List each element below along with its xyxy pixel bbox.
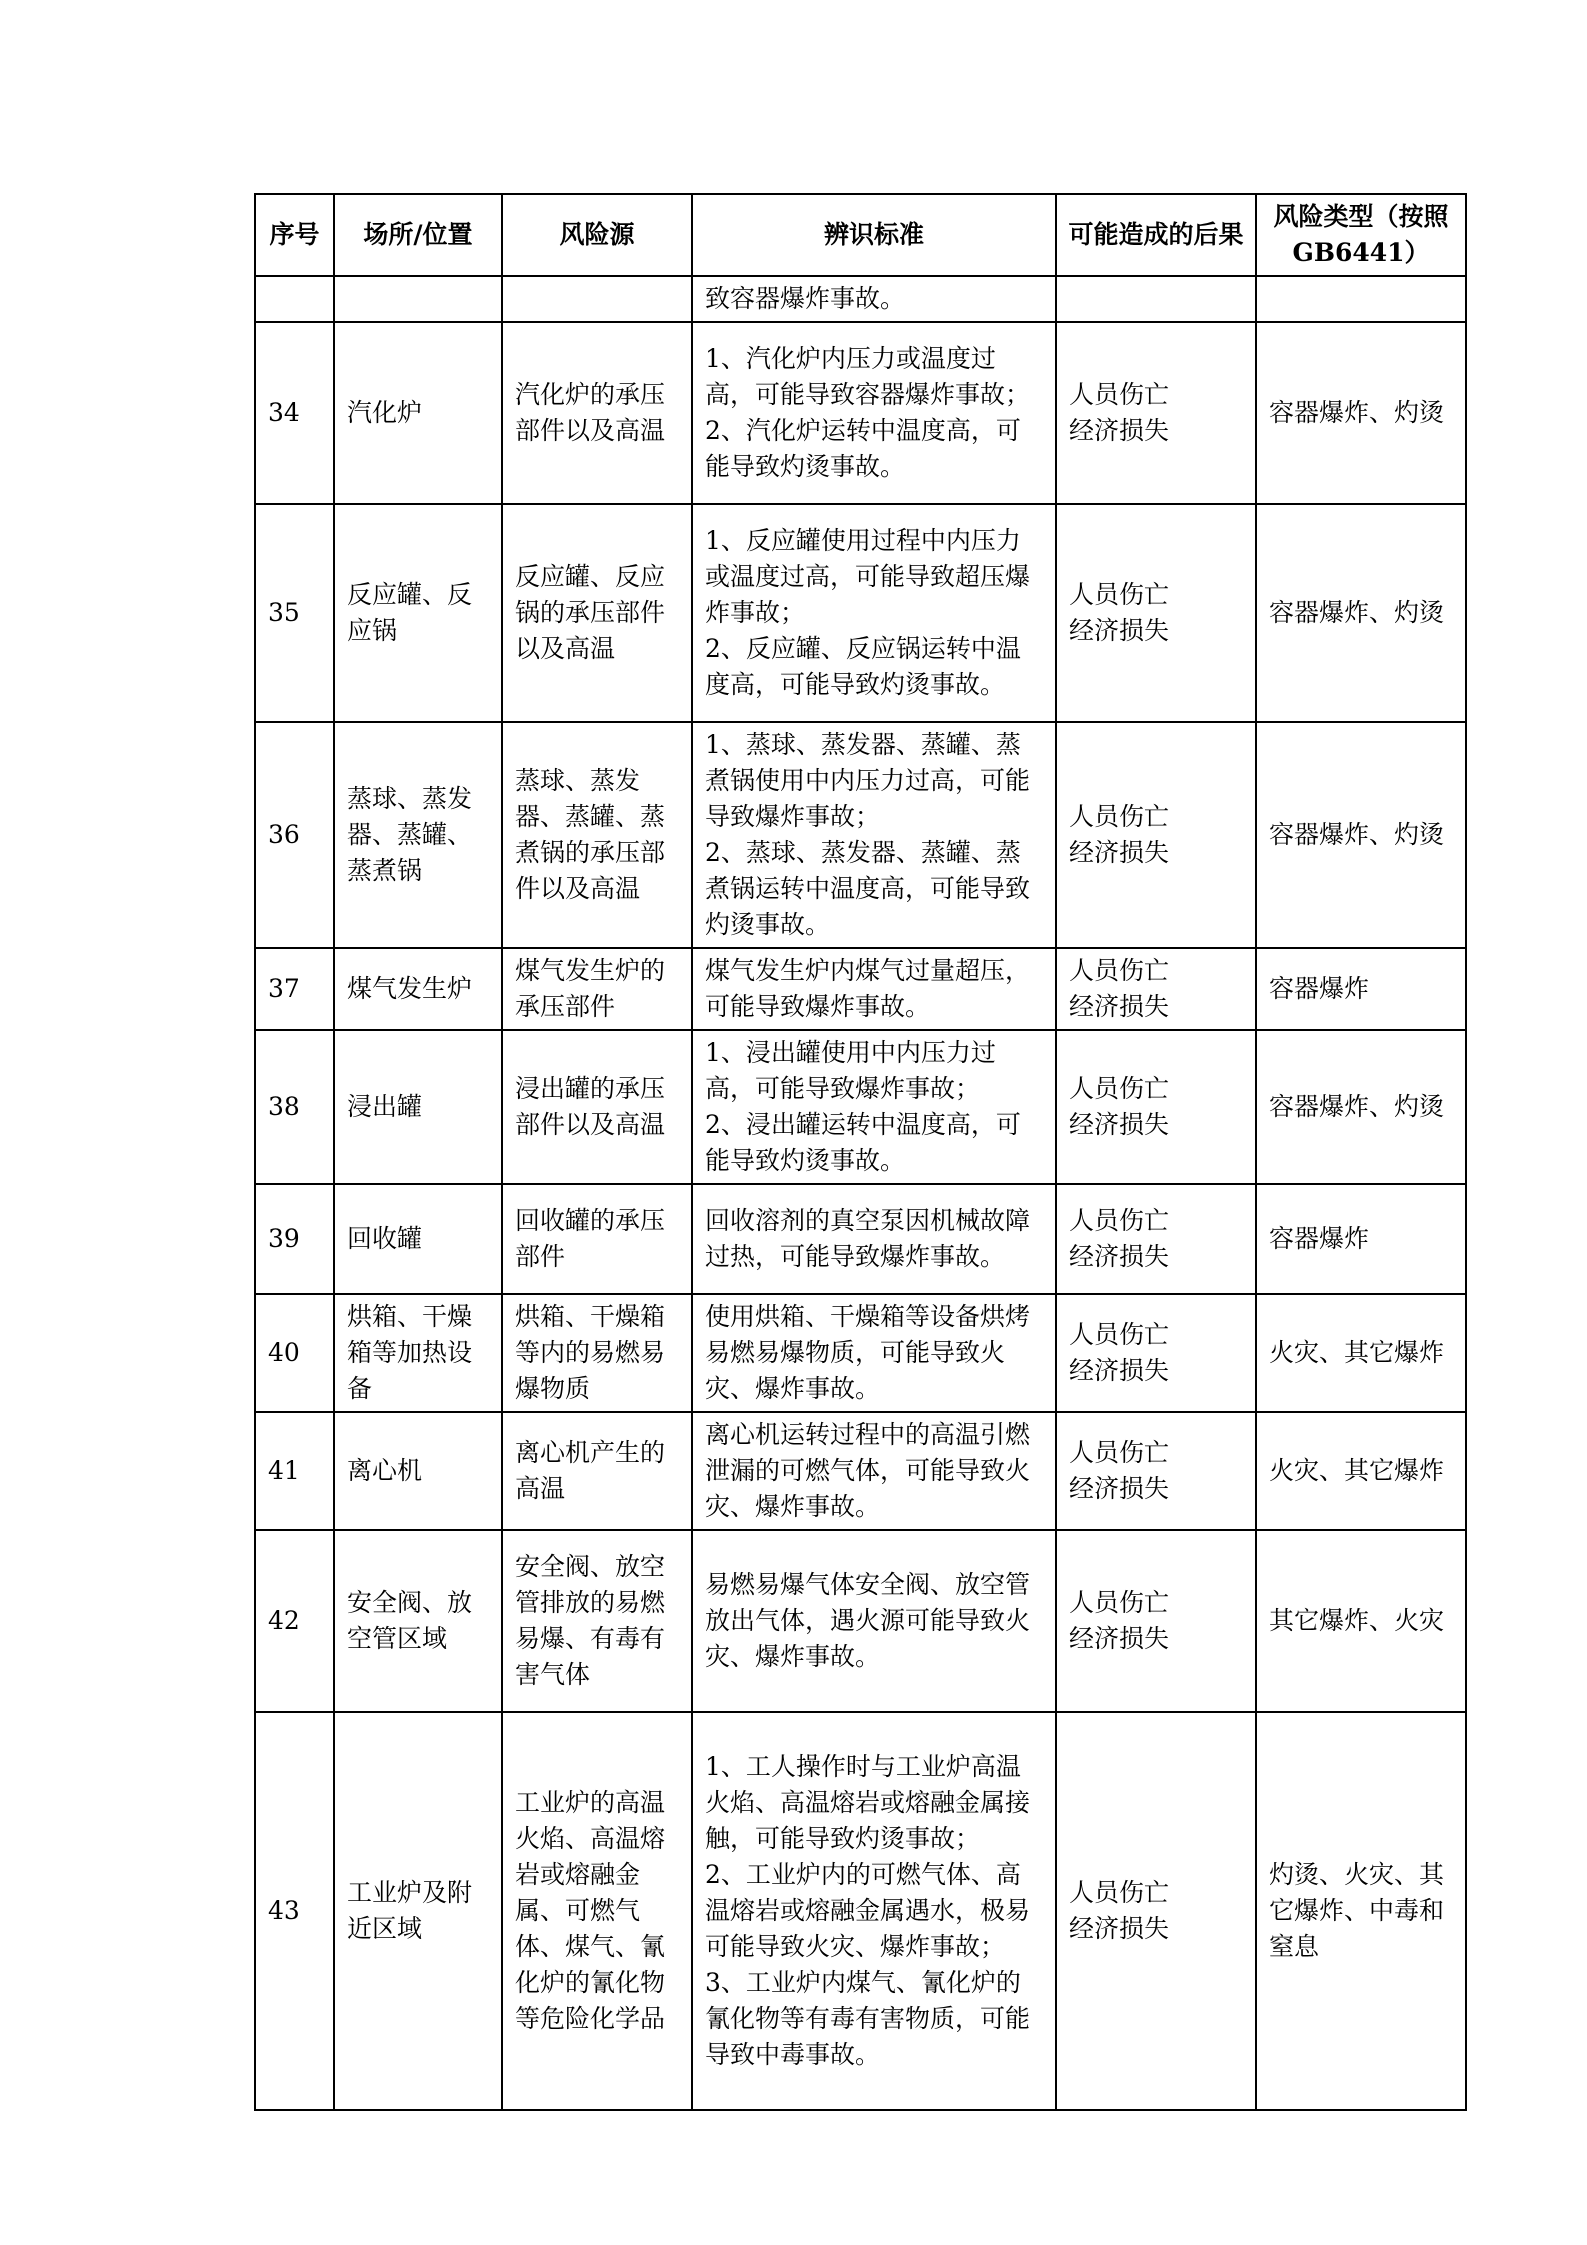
risk-table	[254, 193, 1467, 2111]
result-cell: 人员伤亡 经济损失	[1056, 322, 1256, 504]
standard-cell: 煤气发生炉内煤气过量超压，可能导致爆炸事故。	[692, 948, 1056, 1030]
result-cell: 人员伤亡 经济损失	[1056, 948, 1256, 1030]
risk-type-cell: 灼烫、火灾、其它爆炸、中毒和窒息	[1256, 1712, 1466, 2110]
risk-source-cell: 浸出罐的承压部件以及高温	[502, 1030, 692, 1184]
standard-cell: 1、蒸球、蒸发器、蒸罐、蒸煮锅使用中内压力过高，可能导致爆炸事故； 2、蒸球、蒸发器、蒸罐、蒸煮锅运转中温度高，可能导致灼烫事故。	[692, 722, 1056, 948]
place-cell: 汽化炉	[334, 322, 502, 504]
place-cell: 工业炉及附近区域	[334, 1712, 502, 2110]
standard-cell: 使用烘箱、干燥箱等设备烘烤易燃易爆物质，可能导致火灾、爆炸事故。	[692, 1294, 1056, 1412]
row-number: 39	[255, 1184, 334, 1294]
risk-type-cell: 容器爆炸	[1256, 1184, 1466, 1294]
risk-type-cell: 容器爆炸、灼烫	[1256, 1030, 1466, 1184]
table-row	[255, 1712, 1466, 2110]
result-cell: 人员伤亡 经济损失	[1056, 1712, 1256, 2110]
row-number: 35	[255, 504, 334, 722]
standard-cell: 易燃易爆气体安全阀、放空管放出气体，遇火源可能导致火灾、爆炸事故。	[692, 1530, 1056, 1712]
risk-source-cell: 反应罐、反应锅的承压部件以及高温	[502, 504, 692, 722]
risk-type-cell: 火灾、其它爆炸	[1256, 1412, 1466, 1530]
place-cell: 烘箱、干燥箱等加热设备	[334, 1294, 502, 1412]
risk-type-cell: 容器爆炸、灼烫	[1256, 504, 1466, 722]
place-cell: 煤气发生炉	[334, 948, 502, 1030]
standard-cell: 1、反应罐使用过程中内压力或温度过高，可能导致超压爆炸事故； 2、反应罐、反应锅运转中温度高，可能导致灼烫事故。	[692, 504, 1056, 722]
header-row	[255, 194, 1466, 276]
standard-cell: 1、汽化炉内压力或温度过高，可能导致容器爆炸事故； 2、汽化炉运转中温度高，可能导致灼烫事故。	[692, 322, 1056, 504]
table-row	[255, 504, 1466, 722]
place-cell: 回收罐	[334, 1184, 502, 1294]
header-place: 场所/位置	[334, 194, 502, 276]
result-cell: 人员伤亡 经济损失	[1056, 722, 1256, 948]
row-number: 40	[255, 1294, 334, 1412]
continuation-row	[255, 276, 1466, 322]
row-number: 38	[255, 1030, 334, 1184]
place-cell: 反应罐、反应锅	[334, 504, 502, 722]
row-number: 41	[255, 1412, 334, 1530]
header-type: 风险类型（按照GB6441）	[1256, 194, 1466, 276]
place-cell: 安全阀、放空管区域	[334, 1530, 502, 1712]
table-row	[255, 1530, 1466, 1712]
place-cell: 浸出罐	[334, 1030, 502, 1184]
risk-source-cell: 工业炉的高温火焰、高温熔岩或熔融金属、可燃气体、煤气、氰化炉的氰化物等危险化学品	[502, 1712, 692, 2110]
header-standard: 辨识标准	[692, 194, 1056, 276]
result-cell: 人员伤亡 经济损失	[1056, 504, 1256, 722]
risk-source-cell: 汽化炉的承压部件以及高温	[502, 322, 692, 504]
standard-cell: 1、工人操作时与工业炉高温火焰、高温熔岩或熔融金属接触，可能导致灼烫事故； 2、工业炉内的可燃气体、高温熔岩或熔融金属遇水，极易可能导致火灾、爆炸事故； 3、工业炉内煤气、氰化炉的氰化物等有毒有害物质，可能导致中毒事故。	[692, 1712, 1056, 2110]
risk-source-cell: 回收罐的承压部件	[502, 1184, 692, 1294]
continuation-standard: 致容器爆炸事故。	[692, 276, 1056, 322]
table-row	[255, 1184, 1466, 1294]
place-cell: 离心机	[334, 1412, 502, 1530]
risk-source-cell: 安全阀、放空管排放的易燃易爆、有毒有害气体	[502, 1530, 692, 1712]
row-number: 43	[255, 1712, 334, 2110]
place-cell: 蒸球、蒸发器、蒸罐、蒸煮锅	[334, 722, 502, 948]
row-number: 34	[255, 322, 334, 504]
table-row	[255, 1030, 1466, 1184]
table-row	[255, 322, 1466, 504]
risk-type-cell: 容器爆炸	[1256, 948, 1466, 1030]
table-row	[255, 948, 1466, 1030]
result-cell: 人员伤亡 经济损失	[1056, 1294, 1256, 1412]
result-cell: 人员伤亡 经济损失	[1056, 1530, 1256, 1712]
header-no: 序号	[255, 194, 334, 276]
result-cell: 人员伤亡 经济损失	[1056, 1412, 1256, 1530]
result-cell: 人员伤亡 经济损失	[1056, 1184, 1256, 1294]
table-row	[255, 722, 1466, 948]
header-result: 可能造成的后果	[1056, 194, 1256, 276]
risk-source-cell: 蒸球、蒸发器、蒸罐、蒸煮锅的承压部件以及高温	[502, 722, 692, 948]
risk-source-cell: 离心机产生的高温	[502, 1412, 692, 1530]
header-source: 风险源	[502, 194, 692, 276]
table-row	[255, 1412, 1466, 1530]
standard-cell: 回收溶剂的真空泵因机械故障过热，可能导致爆炸事故。	[692, 1184, 1056, 1294]
table-row	[255, 1294, 1466, 1412]
risk-source-cell: 烘箱、干燥箱等内的易燃易爆物质	[502, 1294, 692, 1412]
risk-type-cell: 火灾、其它爆炸	[1256, 1294, 1466, 1412]
row-number: 42	[255, 1530, 334, 1712]
risk-source-cell: 煤气发生炉的承压部件	[502, 948, 692, 1030]
standard-cell: 离心机运转过程中的高温引燃泄漏的可燃气体，可能导致火灾、爆炸事故。	[692, 1412, 1056, 1530]
standard-cell: 1、浸出罐使用中内压力过高，可能导致爆炸事故； 2、浸出罐运转中温度高，可能导致灼烫事故。	[692, 1030, 1056, 1184]
risk-type-cell: 容器爆炸、灼烫	[1256, 722, 1466, 948]
row-number: 37	[255, 948, 334, 1030]
row-number: 36	[255, 722, 334, 948]
risk-type-cell: 容器爆炸、灼烫	[1256, 322, 1466, 504]
result-cell: 人员伤亡 经济损失	[1056, 1030, 1256, 1184]
risk-type-cell: 其它爆炸、火灾	[1256, 1530, 1466, 1712]
